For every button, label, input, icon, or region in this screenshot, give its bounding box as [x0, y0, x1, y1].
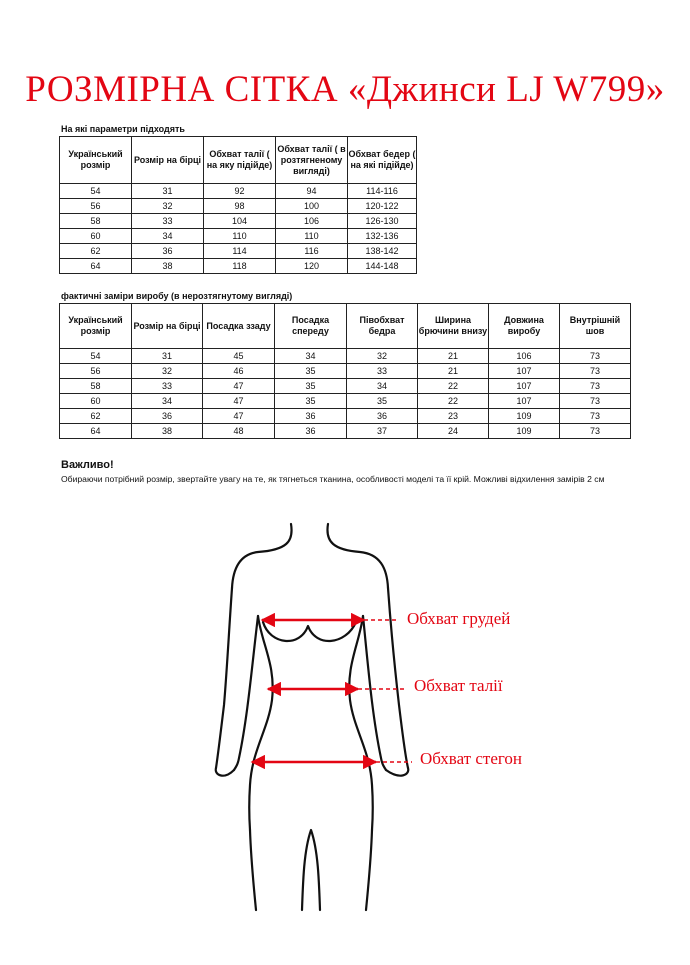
- right-neck-shoulder-line: [327, 524, 388, 588]
- table-header-cell: Обхват талії ( в розтягненому вигляді): [276, 137, 348, 184]
- table-header-cell: Обхват талії ( на яку підійде): [204, 137, 276, 184]
- table-cell: 126-130: [348, 214, 417, 229]
- table-cell: 32: [132, 364, 203, 379]
- table-cell: 58: [60, 379, 132, 394]
- table-cell: 73: [560, 364, 631, 379]
- table-row: [60, 409, 631, 424]
- table-cell: 35: [347, 394, 418, 409]
- table-cell: 144-148: [348, 259, 417, 274]
- table-cell: 34: [275, 349, 347, 364]
- table-cell: 21: [418, 364, 489, 379]
- table-cell: 34: [347, 379, 418, 394]
- table-cell: 107: [489, 394, 560, 409]
- table-cell: 58: [60, 214, 132, 229]
- table-cell: 118: [204, 259, 276, 274]
- table-cell: 106: [276, 214, 348, 229]
- table-cell: 48: [203, 424, 275, 439]
- table-cell: 73: [560, 349, 631, 364]
- table-row: [60, 214, 417, 229]
- chest-label: Обхват грудей: [407, 609, 511, 628]
- table-row: [60, 244, 417, 259]
- table-cell: 73: [560, 424, 631, 439]
- table-cell: 35: [275, 364, 347, 379]
- table-cell: 31: [132, 349, 203, 364]
- torso-left-side: [249, 616, 272, 830]
- table-row: [60, 424, 631, 439]
- right-leg-outer: [366, 830, 372, 910]
- table-cell: 32: [347, 349, 418, 364]
- torso-right-side: [349, 616, 373, 830]
- table-cell: 62: [60, 409, 132, 424]
- table-cell: 100: [276, 199, 348, 214]
- table-cell: 45: [203, 349, 275, 364]
- right-hand: [386, 768, 408, 776]
- table-cell: 32: [132, 199, 204, 214]
- table-cell: 116: [276, 244, 348, 259]
- table-cell: 54: [60, 349, 132, 364]
- left-neck-shoulder-line: [232, 524, 292, 588]
- table-cell: 138-142: [348, 244, 417, 259]
- left-hand: [216, 768, 234, 776]
- table-cell: 22: [418, 379, 489, 394]
- table-cell: 47: [203, 409, 275, 424]
- table-row: [60, 184, 417, 199]
- table-header-cell: Розмір на бірці: [132, 137, 204, 184]
- table-header-cell: Півобхват бедра: [347, 304, 418, 349]
- table-cell: 36: [132, 244, 204, 259]
- table-row: [60, 379, 631, 394]
- left-leg-outer: [250, 830, 256, 910]
- table-row: [60, 394, 631, 409]
- table-cell: 36: [275, 409, 347, 424]
- table-cell: 109: [489, 424, 560, 439]
- table-cell: 54: [60, 184, 132, 199]
- table-cell: 47: [203, 394, 275, 409]
- table-header-cell: Український розмір: [60, 304, 132, 349]
- important-heading: Важливо!: [61, 459, 114, 471]
- table-cell: 109: [489, 409, 560, 424]
- table-cell: 31: [132, 184, 204, 199]
- table-cell: 64: [60, 424, 132, 439]
- table-header-cell: Розмір на бірці: [132, 304, 203, 349]
- table-cell: 33: [132, 379, 203, 394]
- table-cell: 24: [418, 424, 489, 439]
- body-measurement-figure: [0, 500, 690, 960]
- table-cell: 21: [418, 349, 489, 364]
- table-cell: 64: [60, 259, 132, 274]
- fit-parameters-table: [59, 136, 417, 274]
- table-cell: 47: [203, 379, 275, 394]
- table-cell: 104: [204, 214, 276, 229]
- table-cell: 98: [204, 199, 276, 214]
- table-cell: 38: [132, 424, 203, 439]
- table-cell: 34: [132, 394, 203, 409]
- table-row: [60, 364, 631, 379]
- table-cell: 62: [60, 244, 132, 259]
- table-cell: 36: [132, 409, 203, 424]
- table-cell: 22: [418, 394, 489, 409]
- bust-line: [263, 622, 356, 641]
- table-cell: 73: [560, 394, 631, 409]
- table-cell: 110: [204, 229, 276, 244]
- table-cell: 56: [60, 199, 132, 214]
- table-cell: 132-136: [348, 229, 417, 244]
- right-arm-inner: [363, 616, 386, 770]
- table-header-row: [60, 304, 631, 349]
- table-cell: 106: [489, 349, 560, 364]
- table-cell: 35: [275, 379, 347, 394]
- table-cell: 36: [347, 409, 418, 424]
- table-cell: 46: [203, 364, 275, 379]
- table-cell: 33: [132, 214, 204, 229]
- table-row: [60, 349, 631, 364]
- table-cell: 114-116: [348, 184, 417, 199]
- table-cell: 107: [489, 364, 560, 379]
- table1-caption: На які параметри підходять: [61, 124, 185, 134]
- waist-label: Обхват талії: [414, 676, 503, 695]
- table-cell: 120: [276, 259, 348, 274]
- table-header-cell: Посадка спереду: [275, 304, 347, 349]
- page-title: РОЗМІРНА СІТКА «Джинси LJ W799»: [25, 69, 665, 110]
- measurements-table: [59, 303, 631, 439]
- table-cell: 56: [60, 364, 132, 379]
- table-cell: 73: [560, 379, 631, 394]
- body-outline-illustration: [0, 500, 690, 960]
- important-note: Обираючи потрібний розмір, звертайте увагу на те, як тягнеться тканина, особливості моделі та її крій. Можливі відхилення замірів 2 см: [61, 474, 605, 484]
- table-cell: 36: [275, 424, 347, 439]
- table-header-cell: Внутрішній шов: [560, 304, 631, 349]
- table-cell: 120-122: [348, 199, 417, 214]
- table-cell: 107: [489, 379, 560, 394]
- table-cell: 34: [132, 229, 204, 244]
- table-header-cell: Український розмір: [60, 137, 132, 184]
- table-row: [60, 259, 417, 274]
- table-row: [60, 229, 417, 244]
- table-cell: 23: [418, 409, 489, 424]
- table2-caption: фактичні заміри виробу (в нерозтягнутому вигляді): [61, 291, 293, 301]
- table-cell: 114: [204, 244, 276, 259]
- table-cell: 92: [204, 184, 276, 199]
- left-arm-inner: [234, 616, 258, 770]
- right-arm-outer: [388, 588, 408, 768]
- table-header-cell: Обхват бедер ( на які підійде): [348, 137, 417, 184]
- left-arm-outer: [216, 588, 232, 768]
- table-cell: 60: [60, 229, 132, 244]
- table-cell: 35: [275, 394, 347, 409]
- table-cell: 60: [60, 394, 132, 409]
- table-cell: 73: [560, 409, 631, 424]
- table-header-cell: Довжина виробу: [489, 304, 560, 349]
- table-cell: 94: [276, 184, 348, 199]
- table-header-cell: Посадка ззаду: [203, 304, 275, 349]
- table-header-row: [60, 137, 417, 184]
- table-header-cell: Ширина брючини внизу: [418, 304, 489, 349]
- table-cell: 37: [347, 424, 418, 439]
- table-cell: 38: [132, 259, 204, 274]
- table-cell: 33: [347, 364, 418, 379]
- crotch-line: [302, 830, 320, 910]
- table-cell: 110: [276, 229, 348, 244]
- hips-label: Обхват стегон: [420, 749, 523, 768]
- table-row: [60, 199, 417, 214]
